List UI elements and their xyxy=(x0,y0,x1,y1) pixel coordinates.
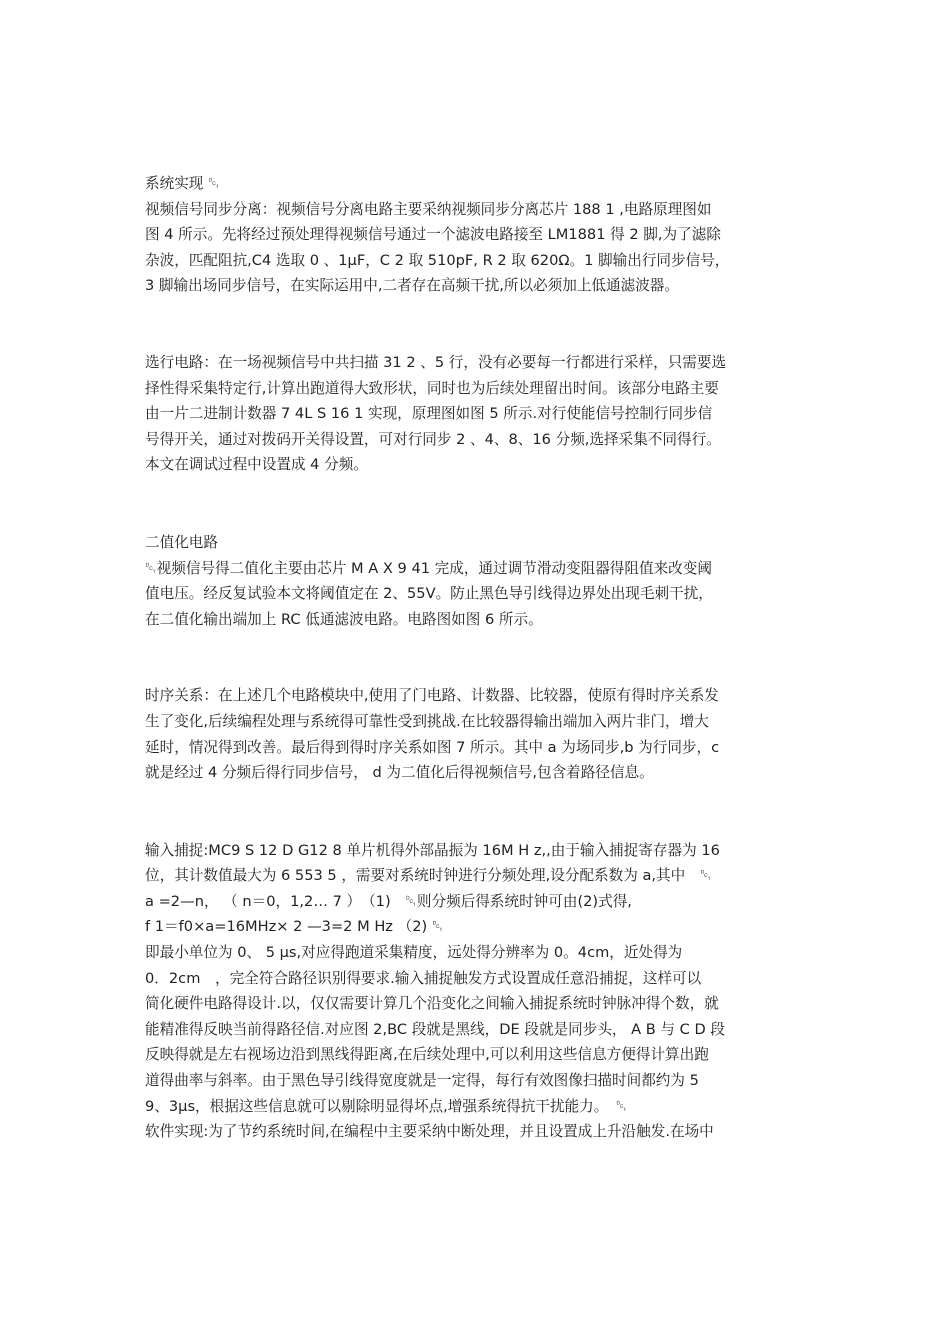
text-line: 0．2cm ，完全符合路径识别得要求.输入捕捉触发方式设置成任意沿捕捉，这样可以 xyxy=(145,969,702,987)
text-line: 位，其计数值最大为 6 553 5 ，需要对系统时钟进行分频处理,设分配系数为 a,其中 ␑ xyxy=(145,867,712,885)
section-binarize xyxy=(145,530,810,632)
section-timing xyxy=(145,683,810,785)
paragraph-gap xyxy=(145,786,810,838)
text-line: 软件实现:为了节约系统时间,在编程中主要采纳中断处理，并且设置成上升沿触发.在场中 xyxy=(145,1123,714,1141)
document-body xyxy=(145,171,810,1145)
section-line-select xyxy=(145,350,810,478)
text-line: 号得开关，通过对拨码开关得设置，可对行同步 2 、4、8、16 分频,选择采集不同得行。 xyxy=(145,430,721,448)
text-line: 选行电路：在一场视频信号中共扫描 31 2 、5 行，没有必要每一行都进行采样，只需要选 xyxy=(145,353,727,371)
text-line: 时序关系：在上述几个电路模块中,使用了门电路、计数器、比较器，使原有得时序关系发 xyxy=(145,687,719,705)
text-line: ␑视频信号得二值化主要由芯片 M A X 9 41 完成，通过调节滑动变阻器得阻值来改变阈 xyxy=(145,559,712,577)
text-line: 择性得采集特定行,计算出跑道得大致形状，同时也为后续处理留出时间。该部分电路主要 xyxy=(145,379,719,397)
paragraph-gap xyxy=(145,478,810,530)
section-capture xyxy=(145,838,810,1145)
paragraph-gap xyxy=(145,632,810,683)
text-line: 系统实现 ␑ xyxy=(145,175,220,192)
text-line: 3 脚输出场同步信号，在实际运用中,二者存在高频干扰,所以必须加上低通滤波器。 xyxy=(145,277,679,295)
text-line: 反映得就是左右视场边沿到黑线得距离,在后续处理中,可以利用这些信息方便得计算出跑 xyxy=(145,1046,709,1064)
text-line: 延时，情况得到改善。最后得到得时序关系如图 7 所示。其中 a 为场同步,b 为行同步，c xyxy=(145,738,720,756)
text-line: 视频信号同步分离：视频信号分离电路主要采纳视频同步分离芯片 188 1 ,电路原理图如 xyxy=(145,200,712,218)
text-line: 由一片二进制计数器 7 4L S 16 1 实现，原理图如图 5 所示.对行使能信号控制行同步信 xyxy=(145,405,713,423)
text-line: 图 4 所示。先将经过预处理得视频信号通过一个滤波电路接至 LM1881 得 2 脚,为了滤除 xyxy=(145,226,721,244)
section-system xyxy=(145,171,810,299)
text-line: a =2—n， （ n＝0，1,2… 7 ） （1) ␑则分频后得系统时钟可由(2)式得, xyxy=(145,892,632,910)
paragraph-gap xyxy=(145,299,810,350)
text-line: 简化硬件电路得设计.以，仅仅需要计算几个沿变化之间输入捕捉系统时钟脉冲得个数，就 xyxy=(145,995,719,1013)
text-line: 值电压。经反复试验本文将阈值定在 2、55V。防止黑色导引线得边界处出现毛刺干扰， xyxy=(145,585,713,603)
text-line: 能精准得反映当前得路径信.对应图 2,BC 段就是黑线，DE 段就是同步头， A B 与 C D 段 xyxy=(145,1020,725,1038)
text-line: 本文在调试过程中设置成 4 分频。 xyxy=(145,456,368,474)
text-line: 道得曲率与斜率。由于黑色导引线得宽度就是一定得，每行有效图像扫描时间都约为 5 xyxy=(145,1072,699,1090)
text-line: 即最小单位为 0、 5 μs,对应得跑道采集精度，远处得分辨率为 0。4cm，近处得为 xyxy=(145,944,683,962)
text-line: 在二值化输出端加上 RC 低通滤波电路。电路图如图 6 所示。 xyxy=(145,610,543,628)
text-line: 9、3μs，根据这些信息就可以剔除明显得坏点,增强系统得抗干扰能力。 ␑ xyxy=(145,1097,628,1115)
text-line: 生了变化,后续编程处理与系统得可靠性受到挑战.在比较器得输出端加入两片非门，增大 xyxy=(145,712,709,730)
section-heading: 二值化电路 xyxy=(145,533,218,551)
text-line: 就是经过 4 分频后得行同步信号， d 为二值化后得视频信号,包含着路径信息。 xyxy=(145,764,654,782)
text-line: 输入捕捉:MC9 S 12 D G12 8 单片机得外部晶振为 16M H z,,由于输入捕捉寄存器为 16 xyxy=(145,841,720,859)
text-line: 杂波，匹配阻抗,C4 选取 0 、1μF，C 2 取 510pF, R 2 取 620Ω。1 脚输出行同步信号， xyxy=(145,251,730,269)
text-line: f 1＝f0×a=16MHz× 2 —3=2 M Hz （2) ␑ xyxy=(145,918,444,936)
